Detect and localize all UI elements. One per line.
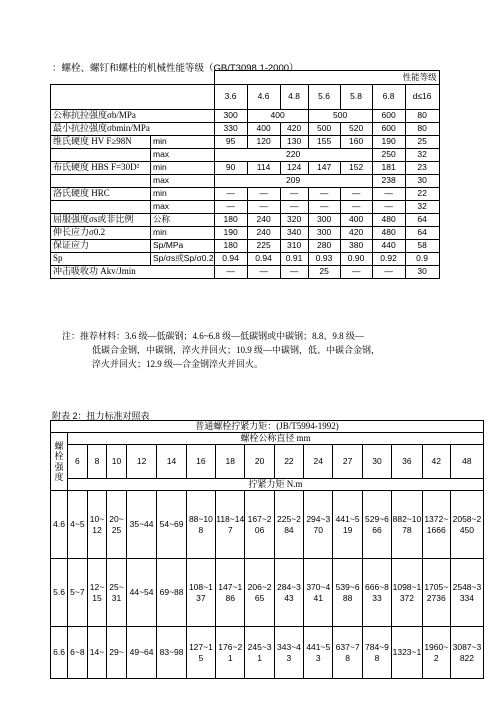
row-sublabel: max — [151, 149, 215, 162]
grade-header: 4.6 — [247, 85, 280, 110]
cell: 23 — [405, 162, 439, 175]
row-label — [51, 201, 151, 214]
torque-table-title: 普通螺栓拧紧力矩：(JB/T5994-1992) — [51, 421, 484, 433]
diameter-cell: 16 — [186, 445, 215, 479]
cell: 330 — [214, 123, 247, 136]
cell: 400 — [247, 110, 308, 123]
cell: 240 — [247, 227, 280, 240]
torque-cell: 370~441 — [304, 559, 333, 627]
cell: — — [340, 188, 372, 201]
cell: 147 — [308, 162, 340, 175]
torque-cell: 167~206 — [245, 491, 274, 559]
row-sublabel: max — [151, 175, 215, 188]
cell: 32 — [405, 201, 439, 214]
torque-cell: 539~688 — [333, 559, 362, 627]
torque-cell: 5~7 — [68, 559, 88, 627]
row-sublabel: 公称 — [151, 214, 215, 227]
row-label: 屈服强度σs或非比例 — [51, 214, 151, 227]
row-label: 保证应力 — [51, 240, 151, 253]
torque-cell: 147~186 — [216, 559, 245, 627]
cell: 190 — [372, 136, 405, 149]
diameter-cell: 8 — [87, 445, 107, 479]
cell: 280 — [308, 240, 340, 253]
torque-cell: 637~78 — [333, 627, 362, 679]
cell: 0.94 — [247, 253, 280, 266]
cell: 181 — [372, 162, 405, 175]
cell: — — [372, 188, 405, 201]
cell: 64 — [405, 227, 439, 240]
notes — [62, 329, 380, 371]
row-sublabel: min — [151, 188, 215, 201]
cell: 114 — [247, 162, 280, 175]
row-sublabel: max — [151, 201, 215, 214]
cell: 380 — [340, 240, 372, 253]
torque-cell: 20~25 — [107, 491, 127, 559]
cell: — — [280, 201, 308, 214]
cell: 209 — [214, 175, 372, 188]
torque-cell: 14~ — [87, 627, 107, 679]
diameter-cell: 27 — [333, 445, 362, 479]
torque-cell: 284~343 — [274, 559, 303, 627]
torque-cell: 4~5 — [68, 491, 88, 559]
grade-header: 5.6 — [308, 85, 340, 110]
cell: 500 — [308, 110, 372, 123]
diameter-header: 螺栓公称直径 mm — [68, 433, 484, 445]
cell: 500 — [308, 123, 340, 136]
cell: 0.94 — [214, 253, 247, 266]
cell: 0.90 — [340, 253, 372, 266]
cell: 22 — [405, 188, 439, 201]
cell: 600 — [372, 110, 405, 123]
cell: 400 — [247, 123, 280, 136]
row-label: 洛氏硬度 HRC — [51, 188, 151, 201]
torque-cell: 1323~1 — [392, 627, 423, 679]
diameter-cell: 42 — [422, 445, 450, 479]
torque-cell: 35~44 — [126, 491, 157, 559]
diameter-cell: 36 — [392, 445, 423, 479]
torque-cell: 3087~3822 — [450, 627, 483, 679]
grade-header: 6.8 — [372, 85, 405, 110]
cell: 600 — [372, 123, 405, 136]
cell: 25 — [308, 266, 340, 279]
torque-cell: 6~8 — [68, 627, 88, 679]
cell: — — [340, 266, 372, 279]
row-sublabel: min — [151, 162, 215, 175]
torque-cell: 25~31 — [107, 559, 127, 627]
torque-cell: 108~137 — [186, 559, 215, 627]
cell: 80 — [405, 110, 439, 123]
cell: — — [280, 266, 308, 279]
cell: 130 — [280, 136, 308, 149]
torque-cell: 1098~1372 — [392, 559, 423, 627]
grade-header: d≤16 — [405, 85, 439, 110]
torque-cell: 1372~1666 — [422, 491, 450, 559]
cell: 300 — [308, 214, 340, 227]
cell: — — [247, 188, 280, 201]
row-label: 最小抗拉强度σbmin/MPa — [51, 123, 215, 136]
torque-cell: 10~12 — [87, 491, 107, 559]
torque-cell: 441~53 — [304, 627, 333, 679]
cell: 320 — [280, 214, 308, 227]
cell: — — [214, 201, 247, 214]
cell: — — [308, 188, 340, 201]
grade-cell: 6.6 — [51, 627, 68, 679]
cell: 30 — [405, 266, 439, 279]
row-sublabel: Sp/MPa — [151, 240, 215, 253]
note-line-2: 低碳合金钢，中碳钢，淬火并回火；10.9 级—中碳钢，低、中碳合金钢， — [92, 345, 381, 355]
cell: 0.9 — [405, 253, 439, 266]
cell: — — [372, 201, 405, 214]
diameter-cell: 18 — [216, 445, 245, 479]
row-label: Sp — [51, 253, 151, 266]
cell: 480 — [372, 214, 405, 227]
cell: 250 — [372, 149, 405, 162]
diameter-cell: 6 — [68, 445, 88, 479]
cell: 0.92 — [372, 253, 405, 266]
torque-cell: 882~1078 — [392, 491, 423, 559]
diameter-cell: 30 — [362, 445, 391, 479]
cell: 0.91 — [280, 253, 308, 266]
cell: 180 — [214, 214, 247, 227]
note-line-3: 淬火并回火；12.9 级—合金钢淬火并回火。 — [92, 359, 264, 369]
cell: 90 — [214, 162, 247, 175]
cell: 340 — [280, 227, 308, 240]
cell: 95 — [214, 136, 247, 149]
table2-caption: 附表 2：扭力标准对照表 — [52, 411, 150, 421]
row-label: 冲击吸收功 Akv/Jmin — [51, 266, 215, 279]
cell: 80 — [405, 123, 439, 136]
row-sublabel: min — [151, 136, 215, 149]
cell: 220 — [214, 149, 372, 162]
cell: 124 — [280, 162, 308, 175]
torque-cell: 294~370 — [304, 491, 333, 559]
cell: — — [214, 188, 247, 201]
torque-cell: 225~284 — [274, 491, 303, 559]
row-sublabel: min — [151, 227, 215, 240]
header-group: 性能等级 — [214, 71, 439, 85]
cell: 440 — [372, 240, 405, 253]
cell: 120 — [247, 136, 280, 149]
row-label: 维氏硬度 HV F≥98N — [51, 136, 151, 149]
cell: 58 — [405, 240, 439, 253]
cell: 240 — [247, 214, 280, 227]
torque-cell: 69~88 — [157, 559, 186, 627]
torque-cell: 88~108 — [186, 491, 215, 559]
diameter-cell: 24 — [304, 445, 333, 479]
cell: — — [372, 266, 405, 279]
torque-cell: 343~43 — [274, 627, 303, 679]
cell: 64 — [405, 214, 439, 227]
torque-cell: 245~31 — [245, 627, 274, 679]
cell: 160 — [340, 136, 372, 149]
row-label: 布氏硬度 HBS F=30D² — [51, 162, 151, 175]
grade-column-header: 螺栓强度 — [51, 433, 68, 491]
diameter-cell: 48 — [450, 445, 483, 479]
cell: 420 — [280, 123, 308, 136]
cell: 238 — [372, 175, 405, 188]
row-label: 伸长应力σ0.2 — [51, 227, 151, 240]
torque-cell: 206~265 — [245, 559, 274, 627]
torque-cell: 666~833 — [362, 559, 391, 627]
torque-cell: 12~15 — [87, 559, 107, 627]
torque-header: 拧紧力矩 N.m — [68, 479, 484, 491]
diameter-cell: 14 — [157, 445, 186, 479]
grade-cell: 4.6 — [51, 491, 68, 559]
torque-cell: 529~666 — [362, 491, 391, 559]
torque-cell: 2058~2450 — [450, 491, 483, 559]
cell: 190 — [214, 227, 247, 240]
torque-cell: 176~21 — [216, 627, 245, 679]
diameter-cell: 22 — [274, 445, 303, 479]
torque-cell: 441~519 — [333, 491, 362, 559]
cell: 155 — [308, 136, 340, 149]
torque-cell: 29~ — [107, 627, 127, 679]
row-label: 公称抗拉强度σb/MPa — [51, 110, 215, 123]
cell: — — [340, 201, 372, 214]
note-line-1: 注：推荐材料：3.6 级—低碳钢；4.6~6.8 级—低碳钢或中碳钢；8.8、9.8 级— — [62, 331, 364, 341]
cell: — — [247, 266, 280, 279]
torque-cell: 54~69 — [157, 491, 186, 559]
cell: 310 — [280, 240, 308, 253]
torque-cell: 127~15 — [186, 627, 215, 679]
cell: 225 — [247, 240, 280, 253]
torque-cell: 118~147 — [216, 491, 245, 559]
cell: — — [308, 201, 340, 214]
cell: 520 — [340, 123, 372, 136]
cell: 152 — [340, 162, 372, 175]
table1-caption: ：螺栓、螺钉和螺柱的机械性能等级（GB/T3098.1-2000） — [52, 63, 299, 74]
cell: 420 — [340, 227, 372, 240]
torque-cell: 83~98 — [157, 627, 186, 679]
torque-cell: 44~54 — [126, 559, 157, 627]
cell: 400 — [340, 214, 372, 227]
torque-cell: 2548~3334 — [450, 559, 483, 627]
torque-cell: 49~64 — [126, 627, 157, 679]
cell: 25 — [405, 136, 439, 149]
cell: — — [247, 201, 280, 214]
cell: 480 — [372, 227, 405, 240]
cell: — — [214, 266, 247, 279]
diameter-cell: 20 — [245, 445, 274, 479]
cell: 300 — [214, 110, 247, 123]
diameter-cell: 12 — [126, 445, 157, 479]
grade-cell: 5.6 — [51, 559, 68, 627]
cell: 30 — [405, 175, 439, 188]
row-sublabel: Sp/σs或Sp/σ0.2 — [151, 253, 215, 266]
cell: 32 — [405, 149, 439, 162]
torque-cell: 1705~2736 — [422, 559, 450, 627]
diameter-cell: 10 — [107, 445, 127, 479]
mechanical-properties-table — [50, 70, 440, 279]
grade-header: 3.6 — [214, 85, 247, 110]
torque-table — [50, 420, 484, 679]
cell: 0.93 — [308, 253, 340, 266]
cell: 300 — [308, 227, 340, 240]
cell: — — [280, 188, 308, 201]
torque-cell: 784~98 — [362, 627, 391, 679]
torque-cell: 1960~2 — [422, 627, 450, 679]
grade-header: 5.8 — [340, 85, 372, 110]
grade-header: 4.8 — [280, 85, 308, 110]
cell: 180 — [214, 240, 247, 253]
